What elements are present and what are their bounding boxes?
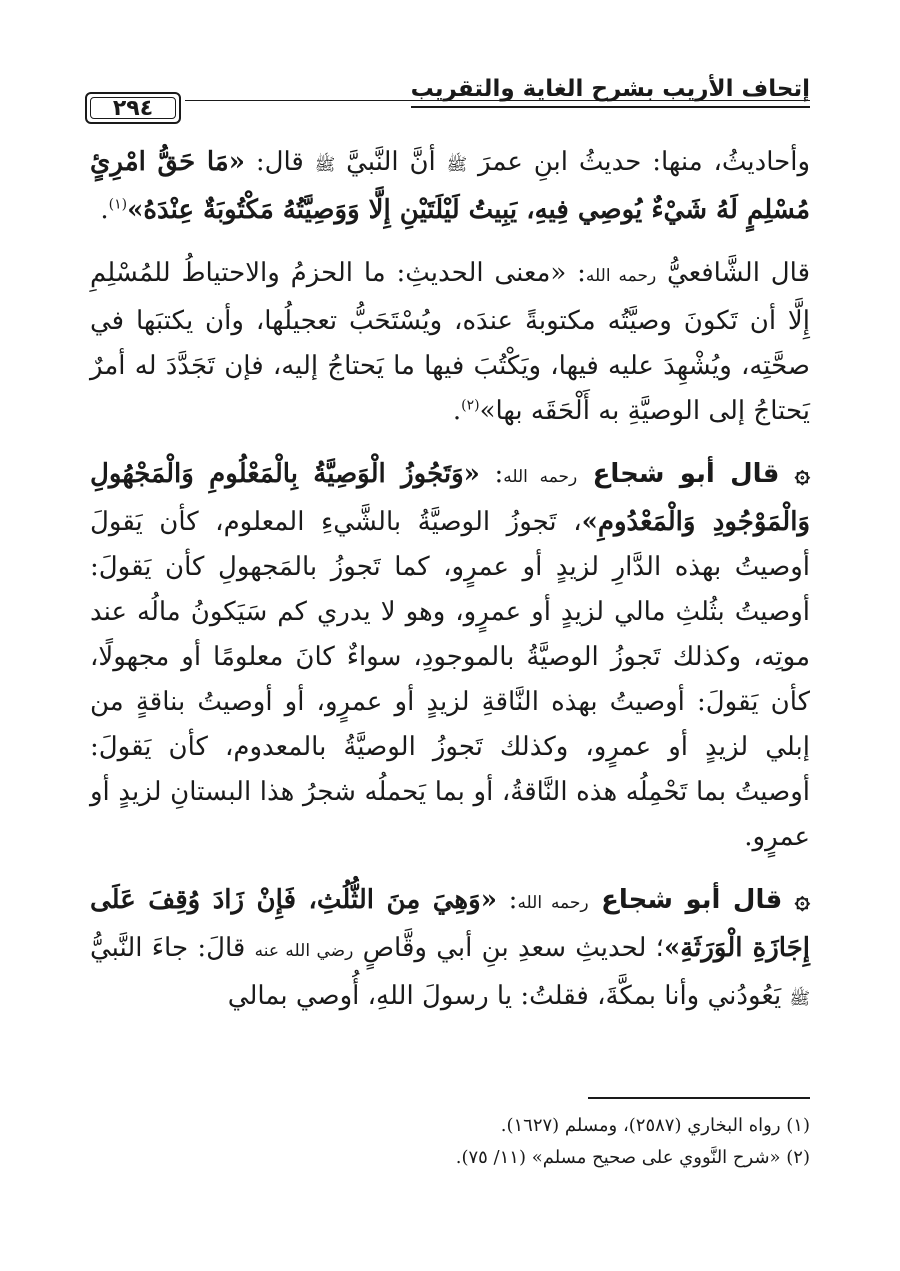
page-header: [85, 74, 810, 124]
footnotes: [90, 1110, 810, 1174]
footnote-1: (١) رواه البخاري (٢٥٨٧)، ومسلم (١٦٢٧).: [500, 1115, 810, 1136]
p1-end: .: [100, 195, 109, 225]
honorific-symbol: ﷺ: [446, 155, 468, 175]
speaker-label: قال أبو شجاع: [577, 459, 795, 489]
paragraph-shafii: [90, 251, 810, 434]
paragraph-matn-2: [90, 878, 810, 1022]
footnote-divider: [588, 1097, 810, 1099]
p2-text: : «معنى الحديثِ: ما الحزمُ والاحتياطُ للمُسْلِمِ إِلَّا أن تَكونَ وصيَّتُه مكتوبةً عندَه، ويُسْتَحَبُّ تعجيلُها، وأن يكتبَها في صحَّتِه، ويُشْهِدَ عليه فيها، ويَكْتُبَ فيها ما يَحتاجُ إليه، فإن تَجَدَّدَ له أمرٌ يَحتاجُ إلى الوصيَّةِ به أَلْحَقَه بها»: [90, 258, 810, 426]
matn-text: «وَهِيَ مِنَ الثُّلُثِ، فَإِنْ زَادَ وُقِفَ عَلَى إِجَازَةِ الْوَرَثَةِ»: [90, 885, 810, 963]
honorific-symbol: رضي الله عنه: [254, 941, 354, 961]
paragraph-matn-1: [90, 452, 810, 860]
p4-text2: قالَ: جاءَ النَّبيُّ: [90, 933, 255, 963]
header-rule: [185, 100, 810, 101]
running-title: إتحاف الأريب بشرح الغاية والتقريب: [411, 74, 810, 108]
footnote-ref-2[interactable]: (٢): [461, 397, 480, 414]
page-number-box: [85, 92, 181, 124]
main-text: [90, 140, 810, 1040]
paragraph-hadith: [90, 140, 810, 233]
footnote-2: (٢) «شرح النَّووي على صحيح مسلم» (١١/ ٧٥).: [455, 1147, 810, 1168]
honorific-symbol: رحمه الله: [517, 893, 589, 913]
p2-end: .: [452, 396, 462, 426]
p2-intro: قال الشَّافعيُّ: [656, 258, 810, 288]
speaker-label: قال أبو شجاع: [588, 885, 795, 915]
hadith-text: «مَا حَقُّ امْرِئٍ مُسْلِمٍ لَهُ شَيْءٌ يُوصِي فِيهِ، يَبِيتُ لَيْلَتَيْنِ إِلَّا وَوَصِيَّتُهُ مَكْتُوبَةٌ عِنْدَهُ»: [90, 147, 810, 225]
honorific-symbol: رحمه الله: [585, 266, 657, 286]
honorific-symbol: رحمه الله: [503, 467, 578, 487]
p4-colon: :: [496, 885, 518, 915]
page-number: ٢٩٤: [112, 95, 154, 121]
p4-text3: يَعُودُني وأنا بمكَّةَ، فقلتُ: يا رسولَ اللهِ، أُوصي بمالي: [227, 981, 790, 1011]
section-mark-icon: ۞: [794, 459, 811, 489]
matn-text: «وَتَجُوزُ الْوَصِيَّةُ بِالْمَعْلُومِ وَالْمَجْهُولِ وَالْمَوْجُودِ وَالْمَعْدُومِ»: [90, 459, 811, 537]
p1-mid: أنَّ النَّبيَّ: [335, 147, 447, 177]
honorific-symbol: ﷺ: [789, 989, 810, 1009]
p3-text: ، تَجوزُ الوصيَّةُ بالشَّيءِ المعلوم، كأن يَقولَ أوصيتُ بهذه الدَّارِ لزيدٍ أو عمرٍو، كما تَجوزُ بالمَجهولِ كأن يَقولَ: أوصيتُ بثُلثِ مالي لزيدٍ أو عمرٍو، وهو لا يدري كم سَيَكونُ مالُه عند موتِه، وكذلك تَجوزُ الوصيَّةُ بالموجودِ، سواءٌ كانَ معلومًا أو مجهولًا، كأن يَقولَ: أوصيتُ بهذه النَّاقةِ لزيدٍ أو عمرٍو، أو أوصيتُ بناقةٍ من إبلي لزيدٍ أو عمرٍو، وكذلك تَجوزُ الوصيَّةُ بالمعدوم، كأن يَقولَ: أوصيتُ بما تَحْمِلُه هذه النَّاقةُ، أو بما يَحملُه شجرُ هذا البستانِ لزيدٍ أو عمرٍو.: [90, 507, 810, 852]
p4-text: ؛ لحديثِ سعدِ بنِ أبي وقَّاصٍ: [353, 933, 664, 963]
honorific-symbol: ﷺ: [314, 155, 336, 175]
p1-intro: وأحاديثُ، منها: حديثُ ابنِ عمرَ: [467, 147, 811, 177]
p1-said: قال:: [244, 147, 315, 177]
section-mark-icon: ۞: [794, 885, 811, 915]
footnote-ref-1[interactable]: (١): [108, 196, 128, 213]
p3-colon: :: [479, 459, 504, 489]
